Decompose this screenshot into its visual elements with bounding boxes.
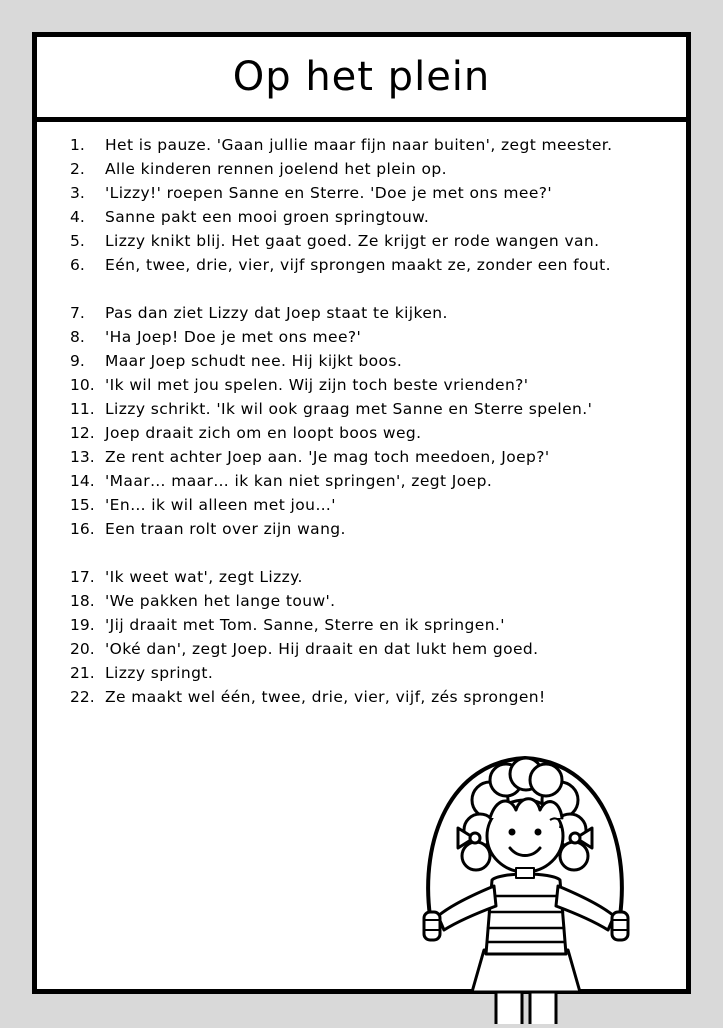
line-text: 'Ik wil met jou spelen. Wij zijn toch beste vrienden?' [105, 376, 529, 394]
line-number: 16. [70, 520, 95, 538]
line-number: 22. [70, 688, 95, 706]
story-line [37, 325, 686, 349]
line-text: 'Lizzy!' roepen Sanne en Sterre. 'Doe je met ons mee?' [105, 184, 553, 202]
line-number: 11. [70, 400, 95, 418]
line-number: 3. [70, 184, 85, 202]
line-number: 10. [70, 376, 95, 394]
story-line [37, 637, 686, 661]
story-line [37, 229, 686, 253]
line-text: Maar Joep schudt nee. Hij kijkt boos. [105, 352, 403, 370]
line-number: 19. [70, 616, 95, 634]
line-text: Pas dan ziet Lizzy dat Joep staat te kijken. [105, 304, 448, 322]
line-text: Het is pauze. 'Gaan jullie maar fijn naar buiten', zegt meester. [105, 136, 613, 154]
line-text: Joep draait zich om en loopt boos weg. [105, 424, 422, 442]
line-text: 'Maar… maar… ik kan niet springen', zegt Joep. [105, 472, 493, 490]
line-text: Een traan rolt over zijn wang. [105, 520, 346, 538]
line-text: Ze rent achter Joep aan. 'Je mag toch meedoen, Joep?' [105, 448, 550, 466]
line-number: 12. [70, 424, 95, 442]
story-line [37, 493, 686, 517]
line-number: 18. [70, 592, 95, 610]
story-line [37, 517, 686, 541]
line-number: 8. [70, 328, 85, 346]
line-number: 6. [70, 256, 85, 274]
story-line [37, 661, 686, 685]
story-line [37, 397, 686, 421]
line-number: 4. [70, 208, 85, 226]
line-number: 1. [70, 136, 85, 154]
line-text: Ze maakt wel één, twee, drie, vier, vijf, zés sprongen! [105, 688, 546, 706]
page-title: Op het plein [232, 54, 491, 100]
line-text: 'We pakken het lange touw'. [105, 592, 336, 610]
girl-jumping-rope-icon [410, 720, 640, 1024]
title-box [37, 37, 686, 122]
story-line [37, 421, 686, 445]
story-line [37, 565, 686, 589]
line-text: Alle kinderen rennen joelend het plein op. [105, 160, 447, 178]
line-text: Sanne pakt een mooi groen springtouw. [105, 208, 430, 226]
story-line [37, 301, 686, 325]
line-number: 9. [70, 352, 85, 370]
line-number: 20. [70, 640, 95, 658]
story-line [37, 181, 686, 205]
line-number: 17. [70, 568, 95, 586]
line-number: 13. [70, 448, 95, 466]
line-text: 'Ik weet wat', zegt Lizzy. [105, 568, 303, 586]
line-text: 'Oké dan', zegt Joep. Hij draait en dat lukt hem goed. [105, 640, 539, 658]
story-line [37, 613, 686, 637]
story-line [37, 445, 686, 469]
story-line [37, 589, 686, 613]
story-line [37, 469, 686, 493]
line-text: 'Ha Joep! Doe je met ons mee?' [105, 328, 362, 346]
line-number: 15. [70, 496, 95, 514]
line-number: 21. [70, 664, 95, 682]
line-number: 14. [70, 472, 95, 490]
story-line [37, 349, 686, 373]
line-text: Lizzy schrikt. 'Ik wil ook graag met Sanne en Sterre spelen.' [105, 400, 593, 418]
story-line [37, 253, 686, 277]
line-text: Eén, twee, drie, vier, vijf sprongen maakt ze, zonder een fout. [105, 256, 611, 274]
line-text: 'En… ik wil alleen met jou…' [105, 496, 336, 514]
story-line [37, 157, 686, 181]
story-line [37, 133, 686, 157]
story-line [37, 205, 686, 229]
story-line [37, 373, 686, 397]
story-line [37, 685, 686, 709]
line-text: Lizzy springt. [105, 664, 214, 682]
line-number: 5. [70, 232, 85, 250]
line-text: Lizzy knikt blij. Het gaat goed. Ze krijgt er rode wangen van. [105, 232, 600, 250]
line-text: 'Jij draait met Tom. Sanne, Sterre en ik springen.' [105, 616, 505, 634]
line-number: 2. [70, 160, 85, 178]
line-number: 7. [70, 304, 85, 322]
